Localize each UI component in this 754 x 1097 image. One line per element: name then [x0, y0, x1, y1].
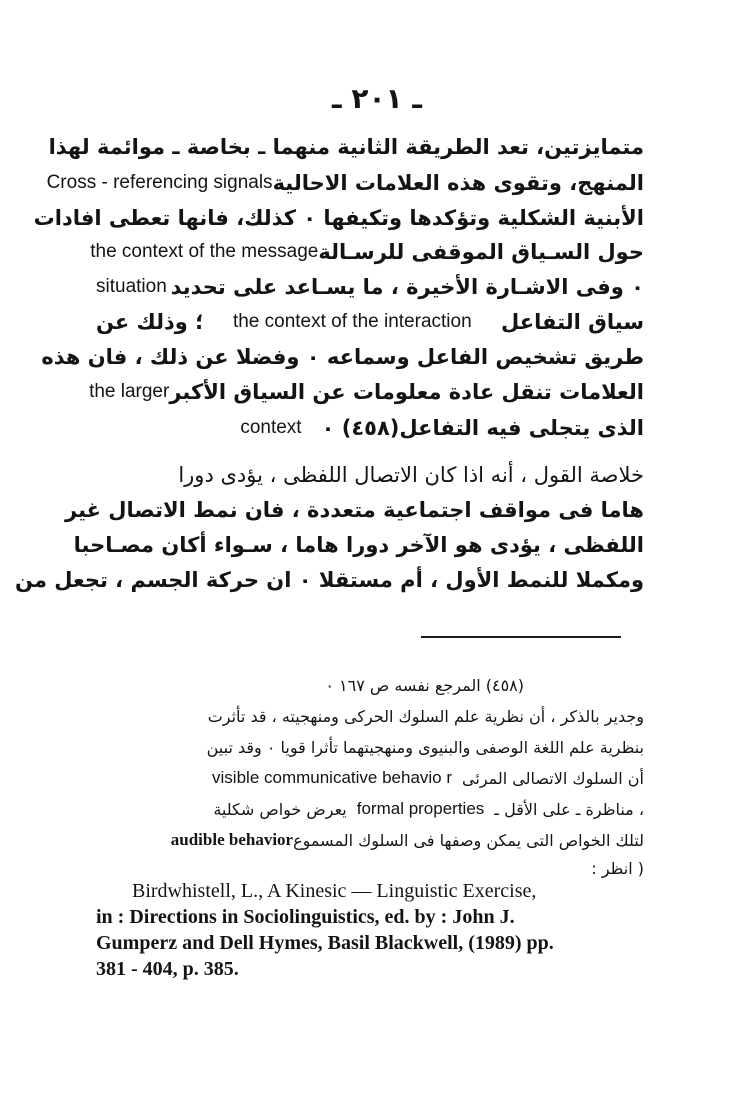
reference-line-1: Birdwhistell, L., A Kinesic — Linguistic Exercise, — [132, 880, 537, 902]
text-line: المنهج، وتقوى هذه العلامات الاحالية — [272, 171, 644, 195]
paragraph-1-line-9 — [96, 411, 644, 445]
text-line: سياق التفاعل — [501, 310, 644, 334]
footnote-line-2 — [96, 701, 644, 731]
paragraph-1-line-7 — [41, 340, 644, 374]
footnote-line-3 — [96, 732, 644, 762]
footnote-line-5 — [96, 794, 644, 824]
text-line: متمايزتين، تعد الطريقة الثانية منهما ـ بخاصة ـ موائمة لهذا — [48, 135, 644, 159]
english-term: formal properties — [356, 799, 485, 818]
footnote-line-4 — [96, 763, 644, 793]
text-line: خلاصة القول ، أنه اذا كان الاتصال اللفظى ، يؤدى دورا — [178, 463, 644, 487]
paragraph-1-line-8 — [89, 375, 644, 409]
reference-line-4: 381 - 404, p. 385. — [96, 958, 239, 980]
text-line: ، مناظرة ـ على الأقل ـ — [494, 799, 644, 819]
text-line: اللفظى ، يؤدى هو الآخر دورا هاما ، سـواء أكان مصـاحبا — [73, 533, 644, 557]
text-line: هاما فى مواقف اجتماعية متعددة ، فان نمط الاتصال غير — [65, 498, 644, 522]
text-line: أن السلوك الاتصالى المرئى — [462, 768, 644, 788]
text-line: لتلك الخواص التى يمكن وصفها فى السلوك المسموع — [293, 830, 644, 850]
paragraph-2-line-1 — [96, 458, 644, 492]
text-line: (٤٥٨) المرجع نفسه ص ١٦٧ ٠ — [325, 675, 524, 695]
paragraph-1-line-2 — [46, 166, 644, 200]
english-term: the context of the message — [90, 241, 319, 262]
text-line: طريق تشخيص الفاعل وسماعه ٠ وفضلا عن ذلك ، فان هذه — [41, 345, 644, 369]
text-line: بنظرية علم اللغة الوصفى والبنيوى ومنهجيتهما تأثرا قويا ٠ وقد تبين — [206, 737, 644, 757]
text-line: ومكملا للنمط الأول ، أم مستقلا ٠ ان حركة الجسم ، تجعل من — [15, 568, 644, 592]
text-line: ؛ وذلك عن — [96, 310, 204, 334]
text-line: الذى يتجلى فيه التفاعل(٤٥٨) ٠ — [321, 416, 644, 440]
english-term: visible communicative behavio r — [212, 768, 453, 787]
english-term: audible behavior — [170, 830, 294, 849]
text-line: العلامات تنقل عادة معلومات عن السياق الأكبر — [169, 380, 644, 404]
paragraph-1-line-5 — [96, 270, 644, 304]
reference — [96, 878, 644, 982]
paragraph-2-line-2 — [65, 493, 644, 527]
text-line: وجدير بالذكر ، أن نظرية علم السلوك الحركى ومنهجيته ، قد تأثرت — [207, 706, 644, 726]
paragraph-1-line-3 — [33, 201, 644, 235]
english-term: the context of the interaction — [232, 311, 472, 332]
paragraph-1-line-6 — [96, 305, 644, 339]
text-line: ( انظر : — [591, 858, 644, 878]
paragraph-2-line-3 — [73, 528, 644, 562]
text-line: حول السـياق الموقفى للرسـالة — [318, 240, 644, 264]
footnote-line-6 — [96, 825, 644, 855]
english-term: Cross - referencing signals — [46, 172, 273, 193]
reference-line-2: in : Directions in Sociolinguistics, ed. by : John J. — [96, 906, 515, 928]
text-line: ٠ وفى الاشـارة الأخيرة ، ما يسـاعد على تحديد — [170, 275, 644, 299]
paragraph-2-line-4 — [15, 563, 644, 597]
page-number: ـ ٢٠١ ـ — [332, 82, 422, 115]
english-term: context — [240, 417, 302, 438]
paragraph-1-line-4 — [90, 235, 644, 269]
reference-line-3: Gumperz and Dell Hymes, Basil Blackwell, (1989) pp. — [96, 932, 554, 954]
text-line: الأبنية الشكلية وتؤكدها وتكيفها ٠ كذلك، فانها تعطى افادات — [33, 206, 644, 230]
footnote-line-1 — [96, 670, 644, 700]
footnote-divider — [421, 636, 621, 638]
english-term: the larger — [89, 381, 170, 402]
paragraph-1-line-1 — [48, 130, 644, 164]
english-term: situation — [96, 276, 167, 297]
text-line: يعرض خواص شكلية — [213, 799, 347, 819]
